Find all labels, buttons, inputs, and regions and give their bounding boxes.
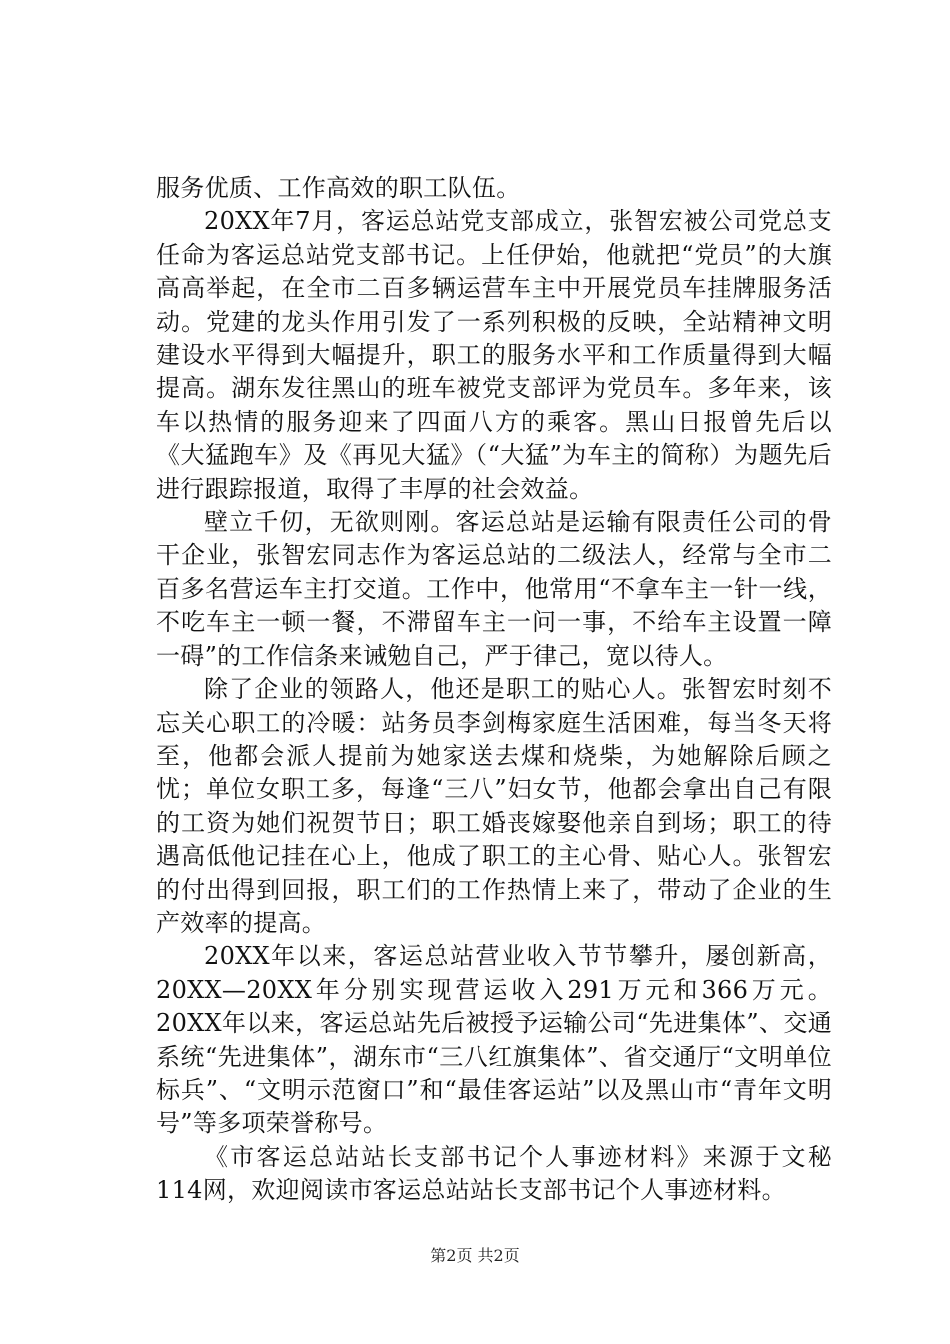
- paragraph-achievements: 20XX年以来，客运总站营业收入节节攀升，屡创新高，20XX—20XX年分别实现营运收入291万元和366万元。20XX年以来，客运总站先后被授予运输公司“先进集体”、交通系统“先进集体”，湖东市“三八红旗集体”、省交通厅“文明单位标兵”、“文明示范窗口”和“最佳客运站”以及黑山市“青年文明号”等多项荣誉称号。: [156, 942, 832, 1138]
- paragraph-integrity: 壁立千仞，无欲则刚。客运总站是运输有限责任公司的骨干企业，张智宏同志作为客运总站的二级法人，经常与全市二百多名营运车主打交道。工作中，他常用“不拿车主一针一线，不吃车主一顿一餐，不滞留车主一问一事，不给车主设置一障一碍”的工作信条来诫勉自己，严于律己，宽以待人。: [156, 508, 832, 670]
- document-body: [156, 172, 832, 1208]
- paragraph-continuation: 服务优质、工作高效的职工队伍。: [156, 174, 521, 202]
- paragraph-party-branch: 20XX年7月，客运总站党支部成立，张智宏被公司党总支任命为客运总站党支部书记。上任伊始，他就把“党员”的大旗高高举起，在全市二百多辆运营车主中开展党员车挂牌服务活动。党建的龙头作用引发了一系列积极的反映，全站精神文明建设水平得到大幅提升，职工的服务水平和工作质量得到大幅提高。湖东发往黑山的班车被党支部评为党员车。多年来，该车以热情的服务迎来了四面八方的乘客。黑山日报曾先后以《大猛跑车》及《再见大猛》（“大猛”为车主的简称）为题先后进行跟踪报道，取得了丰厚的社会效益。: [156, 207, 832, 503]
- page-number-footer: 第2页 共2页: [430, 1246, 520, 1265]
- paragraph-care-for-staff: 除了企业的领路人，他还是职工的贴心人。张智宏时刻不忘关心职工的冷暖：站务员李剑梅家庭生活困难，每当冬天将至，他都会派人提前为她家送去煤和烧柴，为她解除后顾之忧；单位女职工多，每逢“三八”妇女节，他都会拿出自己有限的工资为她们祝贺节日；职工婚丧嫁娶他亲自到场；职工的待遇高低他记挂在心上，他成了职工的主心骨、贴心人。张智宏的付出得到回报，职工们的工作热情上来了，带动了企业的生产效率的提高。: [156, 675, 832, 937]
- paragraph-source-note: 《市客运总站站长支部书记个人事迹材料》来源于文秘114网，欢迎阅读市客运总站站长支部书记个人事迹材料。: [156, 1142, 832, 1205]
